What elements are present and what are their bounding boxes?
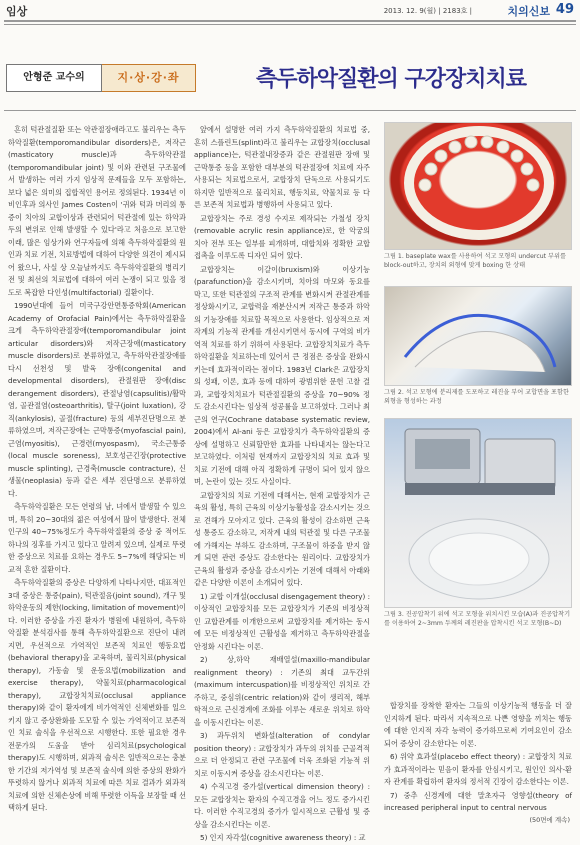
- paper-name: 치의신보: [507, 5, 550, 18]
- paragraph: 1) 교합 이개설(occlusal disengagement theory) : 이상적인 교합장치를 모든 교합장치가 기존의 비정상적인 교합관계를 이개한으로써 교합장치를 제거하는 동시에 모든 비정상적인 근활성을 제거하고 측두하악관절을 안정화 시킨다는 이론.: [194, 591, 370, 651]
- paragraph: 7) 중추 신경계에 대한 말초자극 영향설(theory of increased peripheral input to central nervous: [384, 790, 572, 812]
- section-label: 임상: [6, 5, 28, 18]
- paragraph: 교합장치의 치료 기전에 대해서는, 현재 교합장치가 근육의 활성, 특히 근육의 이상기능활성을 감소시키는 것으로 견해가 모아지고 있다. 근육의 활성이 감소하면 근육성 통증도 감소하고, 저작계 내의 턱관절 및 다른 구조물에 가해지는 부하도 감소하며, 구조물이 하중을 받지 않게 되면 관련 증상도 감소한다는 원리이다. 교합장치가 근육의 활성과 증상을 감소시키는 기전에 대해서 아래와 같은 다양한 이론이 소개되어 있다.: [194, 490, 370, 587]
- column-tag: 지·상·강·좌: [102, 64, 196, 92]
- paragraph: 측두하악질환의 증상은 다양하게 나타나지만, 대표적인 3대 증상은 통증(pain), 턱관절음(joint sound), 개구 및 하악운동의 제한(locking, limitation of movement)이다. 이러한 증상을 가진 환자가 병원에 내원하여, 측두하악질환 분석검사를 통해 측두하악질환으로 진단이 내려지면, 우선적으로 가역적인 보존적 치료인 행동요법(behavioral therapy)을 교육하며, 물리치료(physical therapy), 가동술 및 운동요법(mobilization and exercise therapy), 약물치료(pharmacological therapy), 교합장치치료(occlusal appliance therapy)와 같이 환자에게 비가역적인 신체변화를 일으키지 않고 증상완화를 도모할 수 있는 가역적이고 보존적인 치료 술식을 우선적으로 시행한다. 또한 필요한 경우 전문가의 도움을 받아 심리치료(psychological therapy)도 시행하며, 외과적 술식은 일반적으로는 충분한 기간의 저가역성 및 보존적 술식에 의한 증상의 완화가 뚜렷하지 않거나 외과적 치료에 따른 치료 결과가 외과적 치료에 의한 신체손상에 비해 뚜렷한 이득을 보장할 때 선택하게 된다.: [8, 578, 186, 812]
- figure-2-photo: [384, 286, 572, 386]
- paragraph: 4) 수직고경 증가설(vertical dimension theory) : 모든 교합장치는 환자의 수직고경을 어느 정도 증가시킨다. 이러한 수직고경의 증가가 일시적으로 근활성 및 증상을 감소시킨다는 이론.: [194, 782, 370, 829]
- paragraph: 합장치를 장착한 환자는 그들의 이상기능적 행동을 더 잘 인지하게 된다. 따라서 지속적으로 나쁜 영향을 끼치는 행동에 대한 인지적 자각 능력이 증가하므로써 기여요인이 감소되어 증상이 감소한다는 이론.: [384, 701, 572, 748]
- paragraph: 2) 상,하악 재배열설(maxillo-mandibular realignment theory) : 기존의 최대 교두간위(maximum intercuspation)를 비정상적인 위치로 간주하고, 중심위(centric relation)와 같이 생리적, 해부학적으로 근신경계에 조화를 이루는 새로운 위치로 하악을 이동시킨다는 이론.: [194, 655, 370, 727]
- page-header: [0, 0, 580, 20]
- paragraph: 3) 과두위치 변화설(alteration of condylar position theory) : 교합장치가 과두의 위치를 근골격적으로 더 안정되고 관련 구조물에 더욱 조화된 기능적 위치로 이동시켜 증상을 감소시킨다는 이론.: [194, 731, 370, 778]
- body-column-1: [8, 124, 186, 824]
- header-rule-thin: [4, 24, 576, 25]
- body-column-3: [384, 700, 572, 815]
- continued-note: (50면에 계속): [529, 816, 570, 824]
- paragraph: 흔히 턱관절질환 또는 악관절장애라고도 불리우는 측두하악질환(temporomandibular disorders)은, 저작근(masticatory muscle)과 측두하악관절(temporomandibular joint) 및 이와 관련된 구조물에서 발생하는 여러 가지 임상적 문제들을 모두 포함하는, 보다 넓은 의미의 집합적인 용어로 정의된다. 1934년 이비인후과 의사인 James Costen이 '귀와 턱과 머리의 통증이 치아의 교합이상과 관련되어 턱관절에 있는 하악과두의 변위로 인해 발생할 수 있다'라고 처음으로 보고한 이래, 많은 임상가와 연구자들에 의해 측두하악질환의 원인과 치료 기전, 치료방법에 대하여 다양한 의견이 제시되어 왔으나, 사실 상 오늘날까지도 측두하악질환의 병리기전 및 최선의 치료법에 대하여 여러 논쟁이 되고 있을 정도로 복잡한 다인성(multifactorial) 질환이다.: [8, 125, 186, 297]
- figure-1-photo: [384, 122, 572, 250]
- author-name: 안형준 교수의: [6, 64, 102, 92]
- figure-3-photo: [384, 418, 572, 608]
- byline: [6, 64, 196, 92]
- body-column-2: [194, 124, 370, 842]
- paragraph: 측두하악질환은 모든 연령의 남, 녀에서 발생할 수 있으며, 특히 20~30대의 젊은 여성에서 많이 발생한다. 전체 인구의 40~75%정도가 측두하악질환의 증상 중 적어도 하나의 징후를 가지고 있다고 알려져 있으며, 실제로 뚜렷한 증상으로 치료를 요하는 경우도 5~7%에 해당되는 비교적 흔한 질환이다.: [8, 502, 186, 574]
- paragraph: 교합장치는 이갈이(bruxism)와 이상기능(parafunction)을 감소시키며, 치아의 마모와 동요를 막고, 또한 턱관절의 구조적 관계를 변화시켜 관절관계를 정상화시키고, 교합력을 재분산시켜 저작근 통증과 하악의 기능장애를 치료할 목적으로 사용한다. 임상적으로 저작계의 기능적 관계를 개선시키면서 동시에 구역의 비가역적 치료를 하기 위하여 사용된다. 교합장치치료가 측두하악질환을 치료하는데 있어서 큰 정점은 증상을 완화시키는데 효과적이라는 점이다. 1983년 Clark은 교합장치의 성패, 이론, 효과 등에 대하여 광범위한 문헌 고찰 결과, 교합장치치료가 턱관절질환의 증상을 70~90% 정도 감소시킨다는 임상적 성공률을 보고하였다. 그러나 최근의 연구(Cochrane database systematic review, 2004)에서 Al-ani 등은 교합장치가 측두하악질환의 증상에 설명하고 신뢰할만한 효과를 나타내지는 않는다고 보고하였다. 이처럼 현재까지 교합장치의 치료 효과 및 치료 기전에 대해 아직 정확하게 규명이 되어 있지 않으며, 논란이 있는 것도 사실이다.: [194, 264, 370, 486]
- header-rule: [4, 20, 576, 22]
- issue-date: 2013. 12. 9(월) | 2183호 |: [383, 7, 472, 15]
- figure-1-caption: 그림 1. baseplate wax를 사용하여 석고 모형의 undercut 부위를 block-out하고, 장치의 외형에 맞게 boxing 한 상태: [384, 253, 566, 269]
- figure-3-caption: 그림 3. 진공압착기 위에 석고 모형을 위치시킨 모습(A)과 진공압착기를 이용하여 2~3mm 두께의 레진판을 압착시킨 석고 모형(B~D): [384, 611, 571, 627]
- paragraph: 1990년대에 들어 미국구강안면통증학회(American Academy of Orofacial Pain)에서는 측두하악질환을 크게 측두하악관절장애(temporomandibular joint articular disorders)와 저작근장애(masticatory muscle disorders)로 분류하였고, 측두하악관절장애를 다시 선천성 및 발육 장애(congenital and developmental disorders), 관절원판 장애(disc derangement disorders), 관절낭염(capsulitis)/활막염, 골관절염(osteoarthritis), 탈구(joint luxation), 강직(ankylosis), 골절(fracture) 등의 세부진단명으로 분류하였으며, 저작근장애는 근막통증(myofascial pain), 근염(myositis), 근경련(myospasm), 국소근통증(local muscle soreness), 보호성근긴장(protective muscle splinting), 근경축(muscle contracture), 신생물(neoplasia) 등과 같은 세부 진단명으로 분류하였다.: [8, 301, 186, 498]
- paragraph: 6) 위약 효과설(placebo effect theory) : 교합장치 치료가 효과적이라는 믿음이 환자를 안심시키고, 원인인 의사-환자 관계를 확립하여 환자의 정서적 긴장이 감소한다는 이론.: [384, 752, 572, 786]
- page-number: 49: [555, 2, 574, 17]
- paragraph: 5) 인지 자각설(cognitive awareness theory) : 교: [200, 833, 366, 842]
- article-title: 측두하악질환의 구강장치치료: [256, 66, 526, 92]
- figure-2-caption: 그림 2. 석고 모형에 분리제를 도포하고 레진을 부어 교합면을 포함한 외형을 형성하는 과정: [384, 389, 569, 405]
- paragraph: 교합장치는 주로 경성 수지로 제작되는 가철성 장치(removable acrylic resin appliance)로, 한 악궁의 치아 전부 또는 일부를 피개하며, 대합치와 정확한 교합접촉을 이루도록 디자인 되어 있다.: [194, 213, 370, 260]
- title-rule: [4, 110, 576, 111]
- paragraph: 앞에서 설명한 여러 가지 측두하악질환의 치료법 중, 흔히 스플린트(splint)라고 불리우는 교합장치(occlusal appliance)는, 턱관절내장증과 같은 관절원판 장애 및 근막통증 등을 포함한 대부분의 턱관절장애 치료에 자주 사용되는 치료법으로서, 교합장치 단독으로 사용되기도 하지만 일반적으로 물리치료, 행동치료, 약물치료 등 다른 보존적 치료법과 병행하여 사용되고 있다.: [194, 125, 370, 209]
